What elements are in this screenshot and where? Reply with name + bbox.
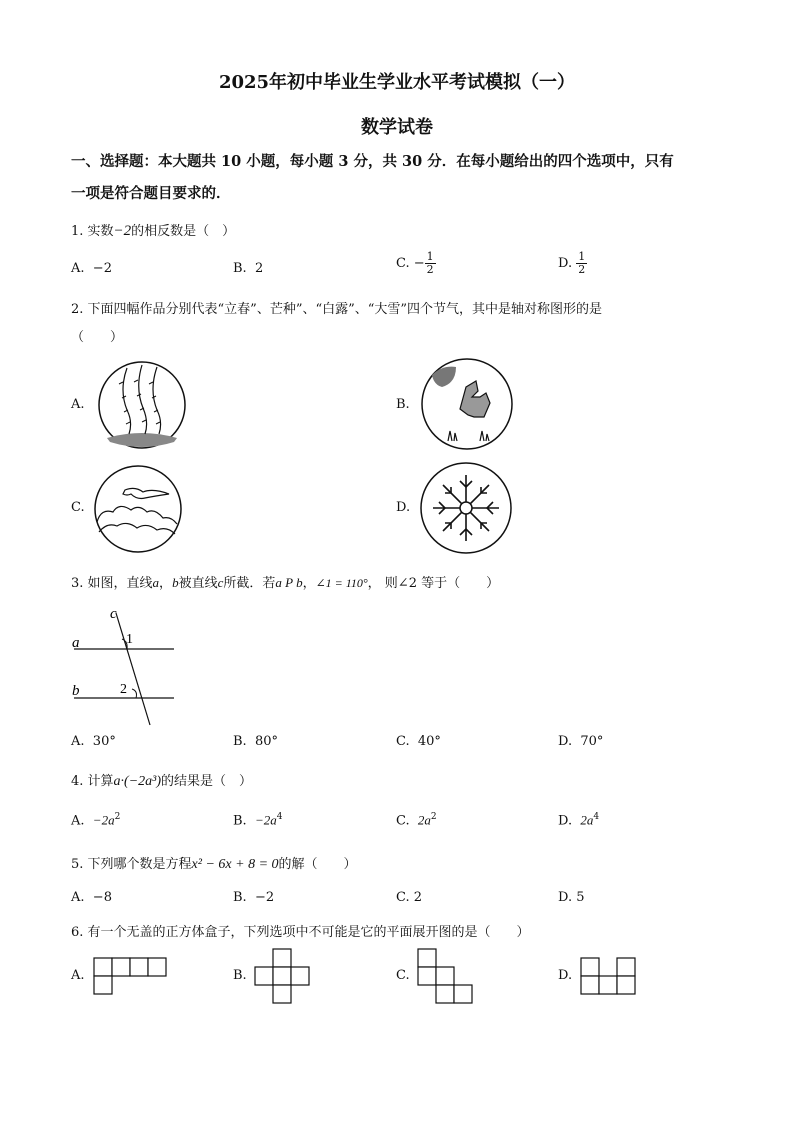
question-1-text-b: 的相反数是（ ） xyxy=(131,224,236,239)
option-exponent: 4 xyxy=(276,812,283,822)
net-d-icon xyxy=(580,957,636,995)
question-3-text-d: ， xyxy=(302,576,316,591)
question-5-equation: x² − 6x + 8 = 0 xyxy=(191,857,279,872)
q1-option-d[interactable] xyxy=(558,251,587,276)
option-value: 5 xyxy=(576,890,585,905)
q2-option-b-label[interactable]: B. xyxy=(396,397,410,412)
section-heading-line2: 一项是符合题目要求的． xyxy=(71,185,231,202)
q5-option-b[interactable] xyxy=(233,890,274,905)
question-3-parallel: a P b xyxy=(275,575,303,590)
question-3 xyxy=(71,572,499,591)
question-3-var-c: c xyxy=(217,575,224,590)
question-4-expression: a·(−2a³) xyxy=(113,774,162,789)
question-3-var-a: a xyxy=(152,575,160,590)
q6-option-d-label[interactable]: D. xyxy=(558,968,573,983)
option-value: 2 xyxy=(254,261,264,276)
fraction xyxy=(425,251,436,276)
question-4-text-a: 4. 计算 xyxy=(71,774,114,789)
option-label: C. xyxy=(396,890,410,905)
net-c-icon xyxy=(417,948,473,1004)
exam-subtitle: 数学试卷 xyxy=(361,117,433,138)
option-label: D. xyxy=(558,813,573,829)
question-4-text-b: 的结果是（ ） xyxy=(161,774,253,789)
q3-option-a[interactable] xyxy=(71,734,116,749)
question-4 xyxy=(71,770,252,790)
option-label: C. xyxy=(396,813,410,829)
option-value: 2 xyxy=(413,890,423,905)
q4-option-b[interactable] xyxy=(233,812,282,828)
fraction xyxy=(576,251,587,276)
option-value: −2 xyxy=(254,890,275,905)
question-5-text-b: 的解（ ） xyxy=(278,857,357,872)
option-value: −8 xyxy=(92,890,112,905)
question-1 xyxy=(71,220,235,240)
q1-option-a[interactable] xyxy=(71,261,112,276)
angle-2-label: 2 xyxy=(120,682,127,697)
option-label: A. xyxy=(71,734,85,749)
fraction-numerator: 1 xyxy=(578,250,586,263)
q2-option-d-label[interactable]: D. xyxy=(396,500,411,515)
option-exponent: 2 xyxy=(114,812,121,822)
q3-option-c[interactable] xyxy=(396,734,441,749)
q1-option-b[interactable] xyxy=(233,261,263,276)
question-3-text-a: 3. 如图，直线 xyxy=(71,576,153,591)
option-label: B. xyxy=(233,890,247,905)
question-3-text-c: 所截．若 xyxy=(223,576,276,591)
question-3-text-e: ， 则∠2 等于（ ） xyxy=(367,576,500,591)
option-label: B. xyxy=(233,734,247,749)
option-value: 30° xyxy=(92,734,116,749)
q3-option-d[interactable] xyxy=(558,734,603,749)
question-5-text-a: 5. 下列哪个数是方程 xyxy=(71,857,192,872)
option-sign: − xyxy=(413,256,425,271)
question-3-text-b: 被直线 xyxy=(178,576,218,591)
option-label: A. xyxy=(71,890,85,905)
white-dew-goose-icon xyxy=(93,464,183,554)
line-c-label: c xyxy=(110,606,117,622)
option-value: 40° xyxy=(417,734,441,749)
option-label: B. xyxy=(233,813,247,829)
q6-option-a-label[interactable]: A. xyxy=(71,968,85,983)
option-label: C. xyxy=(396,734,410,749)
question-5 xyxy=(71,853,357,873)
spring-willow-icon xyxy=(97,360,187,450)
section-heading-line1: 一、选择题：本大题共 10 小题，每小题 3 分，共 30 分．在每小题给出的四个选项中，只有 xyxy=(71,153,674,170)
option-label: D. xyxy=(558,256,573,271)
question-2-line2: （ ） xyxy=(71,330,124,345)
q2-option-a-label[interactable]: A. xyxy=(71,397,85,412)
question-1-value: −2 xyxy=(113,223,132,239)
line-b-label: b xyxy=(72,683,80,699)
option-coef: 2a xyxy=(580,812,594,828)
option-label: D. xyxy=(558,890,573,905)
option-exponent: 4 xyxy=(593,812,600,822)
option-label: A. xyxy=(71,261,85,276)
q4-option-d[interactable] xyxy=(558,812,599,828)
q1-option-c[interactable] xyxy=(396,251,436,276)
q6-option-c-label[interactable]: C. xyxy=(396,968,410,983)
fraction-denominator: 2 xyxy=(426,263,434,276)
grain-in-ear-icon xyxy=(420,357,514,451)
net-a-icon xyxy=(93,957,167,995)
question-1-text-a: 1. 实数 xyxy=(71,224,114,239)
option-label: D. xyxy=(558,734,573,749)
question-3-var-b: b xyxy=(172,575,179,590)
option-value: 70° xyxy=(580,734,604,749)
q5-option-d[interactable] xyxy=(558,890,585,905)
question-3-angle1: ∠1 = 110° xyxy=(315,576,368,590)
fraction-numerator: 1 xyxy=(426,250,434,263)
option-label: A. xyxy=(71,813,85,829)
parallel-lines-figure xyxy=(70,605,180,730)
q2-option-c-label[interactable]: C. xyxy=(71,500,85,515)
option-exponent: 2 xyxy=(430,812,437,822)
option-coef: 2a xyxy=(417,812,431,828)
option-value: 80° xyxy=(254,734,278,749)
option-value: −2 xyxy=(92,261,112,276)
question-3-sep: ， xyxy=(159,576,173,591)
option-coef: −2a xyxy=(92,812,115,828)
fraction-denominator: 2 xyxy=(578,263,586,276)
line-a-label: a xyxy=(72,635,80,651)
snowflake-icon xyxy=(419,461,513,555)
q5-option-c[interactable] xyxy=(396,890,422,905)
option-label: B. xyxy=(233,261,247,276)
exam-title: 2025年初中毕业生学业水平考试模拟（一） xyxy=(218,72,576,93)
option-coef: −2a xyxy=(254,812,277,828)
question-6: 6. 有一个无盖的正方体盒子，下列选项中不可能是它的平面展开图的是（ ） xyxy=(71,925,530,940)
q5-option-a[interactable] xyxy=(71,890,112,905)
net-b-icon xyxy=(254,948,310,1004)
q4-option-a[interactable] xyxy=(71,812,120,828)
q4-option-c[interactable] xyxy=(396,812,437,828)
question-2-line1: 2. 下面四幅作品分别代表“立春”、芒种”、“白露”、“大雪”四个节气，其中是轴对称图形的是 xyxy=(71,302,603,317)
q6-option-b-label[interactable]: B. xyxy=(233,968,247,983)
q3-option-b[interactable] xyxy=(233,734,278,749)
option-label: C. xyxy=(396,256,410,271)
angle-1-label: 1 xyxy=(126,632,133,647)
